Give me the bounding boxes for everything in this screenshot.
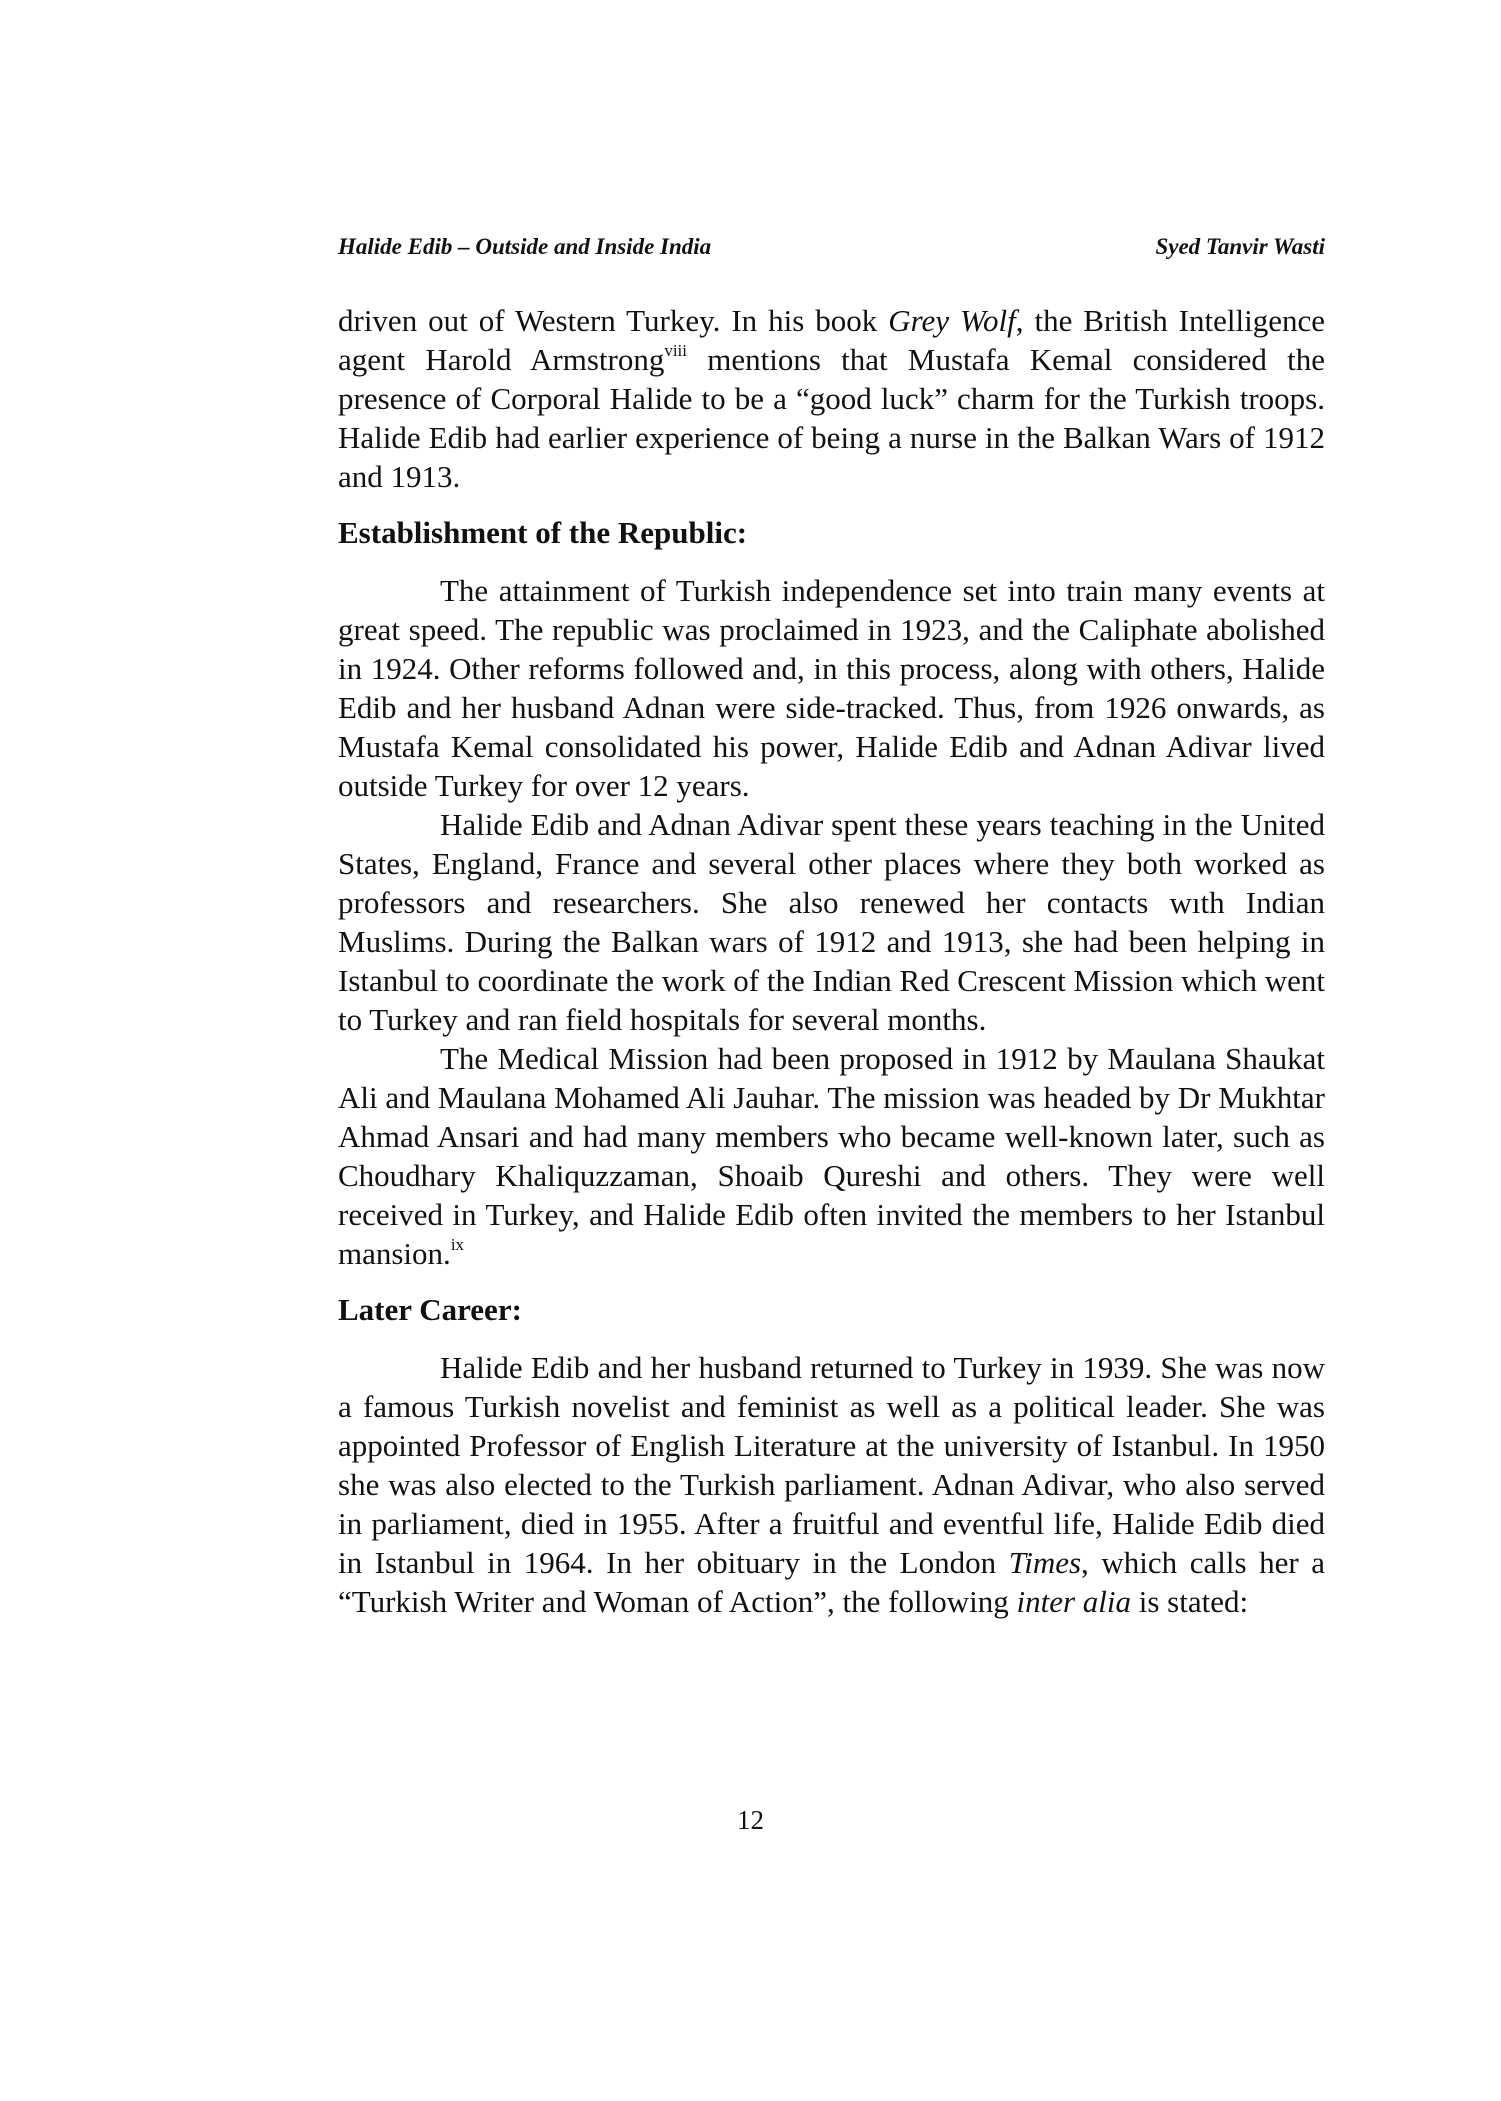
section-heading-republic: Establishment of the Republic: [338,515,748,550]
paragraph-1 [338,301,1325,496]
paragraph-5 [338,1348,1325,1621]
section-heading-later-career: Later Career: [338,1292,522,1327]
header-title: Halide Edib – Outside and Inside India [338,234,712,259]
paragraph-5-text-c: , which calls her a “Turkish Writer and Woman of Action”, the following [338,1545,1325,1619]
book-title-grey-wolf: Grey Wolf [888,303,1016,338]
paragraph-1-text-d: mentions that Mustafa Kemal considered the presence of Corporal Halide to be a “good luck” charm for the Turkish troops. Halide Edib had earlier experience of being a nurse in the Balkan Wars of 1912 and 1913. [338,342,1325,494]
newspaper-title-times: Times [1008,1545,1082,1580]
paragraph-1-text-a: driven out of Western Turkey. In his book [338,303,889,338]
article-body [338,301,1325,1621]
phrase-inter-alia: inter alia [1016,1584,1131,1619]
paragraph-1-text-c: , the British Intelligence agent Harold Armstrong [338,303,1325,377]
paragraph-4 [338,1039,1325,1273]
endnote-marker-viii: viii [664,341,687,360]
endnote-marker-ix: ix [450,1235,465,1254]
running-header [338,234,1325,274]
paragraph-2: The attainment of Turkish independence set into train many events at great speed. The republic was proclaimed in 1923, and the Caliphate abolished in 1924. Other reforms followed and, in this process, along with others, Halide Edib and her husband Adnan were side-tracked. Thus, from 1926 onwards, as Mustafa Kemal consolidated his power, Halide Edib and Adnan Adivar lived outside Turkey for over 12 years. [338,573,1325,803]
paragraph-5-text-a: Halide Edib and her husband returned to Turkey in 1939. She was now a famous Turkish novelist and feminist as well as a political leader. She was appointed Professor of English Literature at the university of Istanbul. In 1950 she was also elected to the Turkish parliament. Adnan Adivar, who also served in parliament, died in 1955. After a fruitful and eventful life, Halide Edib died in Istanbul in 1964. In her obituary in the London [338,1350,1325,1580]
paragraph-5-text-e: is stated: [1131,1584,1249,1619]
header-author: Syed Tanvir Wasti [1155,234,1325,259]
paragraph-3: Halide Edib and Adnan Adivar spent these years teaching in the United States, England, France and several other places where they both worked as professors and researchers. She also renewed her contacts wıth Indian Muslims. During the Balkan wars of 1912 and 1913, she had been helping in Istanbul to coordinate the work of the Indian Red Crescent Mission which went to Turkey and ran field hospitals for several months. [338,807,1325,1037]
paragraph-4-text: The Medical Mission had been proposed in 1912 by Maulana Shaukat Ali and Maulana Mohamed Ali Jauhar. The mission was headed by Dr Mukhtar Ahmad Ansari and had many members who became well-known later, such as Choudhary Khaliquzzaman, Shoaib Qureshi and others. They were well received in Turkey, and Halide Edib often invited the members to her Istanbul mansion. [338,1041,1325,1271]
page-number: 12 [737,1805,764,1835]
